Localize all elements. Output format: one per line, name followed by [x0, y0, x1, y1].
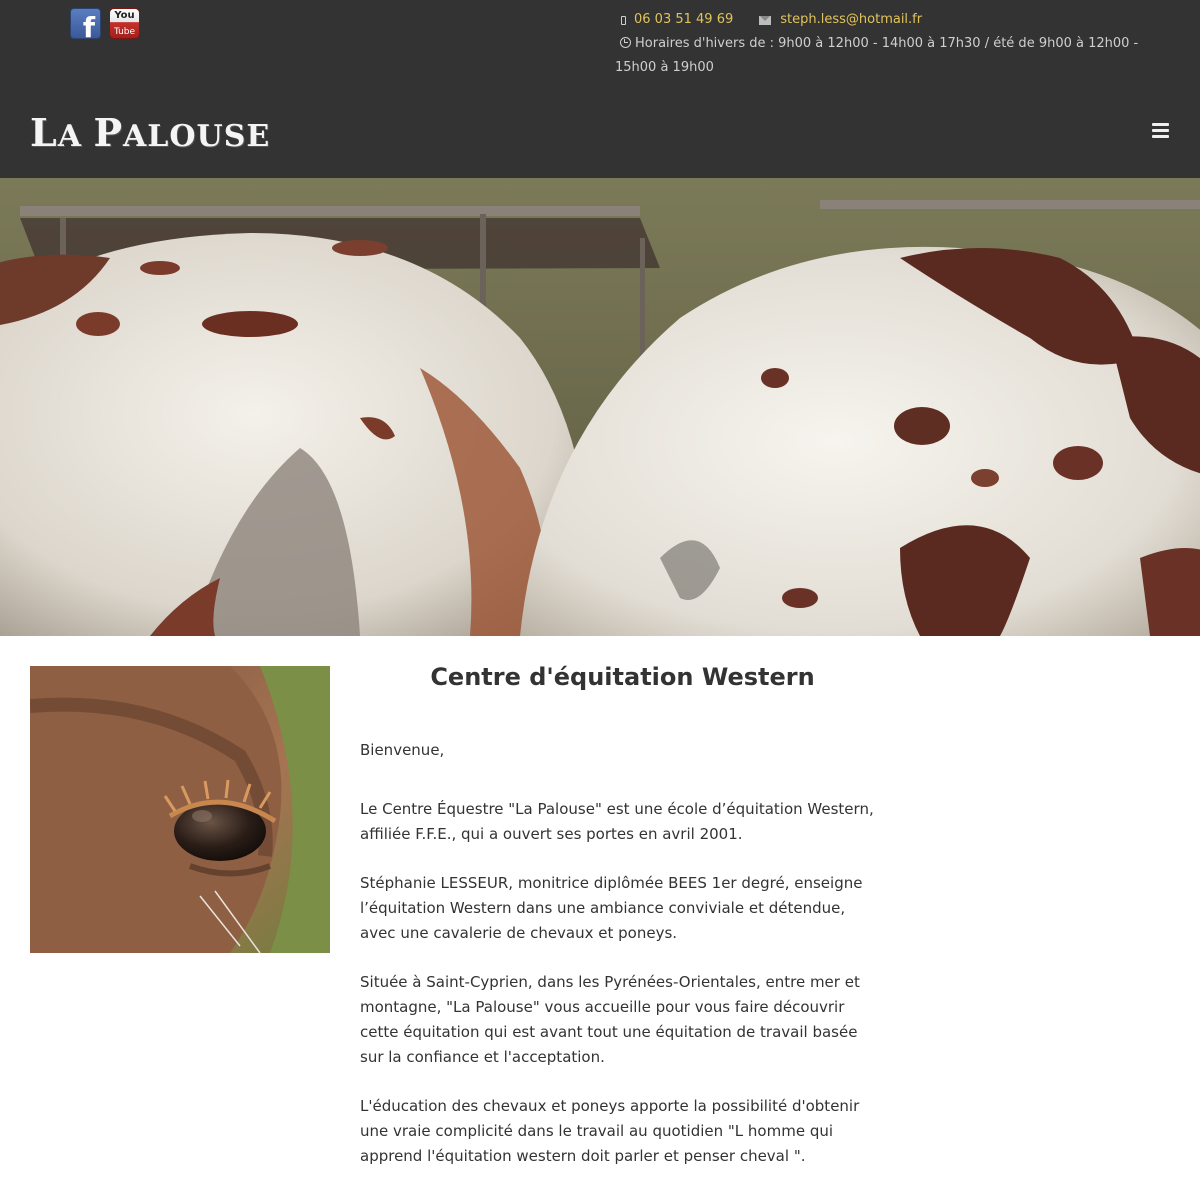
email-link[interactable]: steph.less@hotmail.fr: [780, 12, 923, 27]
social-links: [70, 8, 140, 39]
contact-row: [615, 8, 1175, 32]
mobile-phone-icon: [621, 16, 626, 25]
horse-rumps-photo: [0, 178, 1200, 636]
logo-letter-p: P: [93, 110, 124, 155]
clock-icon: [620, 37, 631, 48]
paragraph-line: affiliée F.F.E., qui a ouvert ses portes en avril 2001.: [360, 825, 743, 843]
facebook-icon[interactable]: [70, 8, 101, 39]
youtube-icon[interactable]: [109, 8, 140, 39]
paragraph: [360, 1094, 885, 1169]
main-content: [360, 660, 885, 1169]
paragraph-line: avec une cavalerie de chevaux et poneys.: [360, 924, 678, 942]
menu-bar: [1152, 123, 1169, 126]
logo-letter-l: L: [30, 110, 58, 155]
header: [0, 90, 1200, 178]
paragraph-line: l’équitation Western dans une ambiance conviviale et détendue,: [360, 899, 846, 917]
page-title: Centre d'équitation Western: [430, 663, 815, 691]
paragraph: [360, 797, 885, 847]
envelope-icon: [759, 16, 771, 25]
hero-image: [0, 178, 1200, 636]
paragraph-line: Le Centre Équestre "La Palouse" est une école d’équitation Western,: [360, 800, 874, 818]
paragraph: [360, 970, 885, 1070]
top-bar: [0, 0, 1200, 90]
phone-link[interactable]: 06 03 51 49 69: [634, 12, 734, 27]
paragraph-line: Stéphanie LESSEUR, monitrice diplômée BEES 1er degré, enseigne: [360, 874, 863, 892]
opening-hours: [615, 32, 1175, 80]
horse-eye-photo: [30, 666, 330, 953]
facebook-icon-glyph: f: [82, 11, 95, 39]
site-logo[interactable]: [30, 110, 270, 155]
youtube-icon-bottom: Tube: [113, 27, 136, 37]
contact-info: [615, 8, 1175, 80]
logo-text-a: A: [57, 119, 94, 154]
paragraph-line: montagne, "La Palouse" vous accueille pour vous faire découvrir: [360, 998, 845, 1016]
opening-hours-text: Horaires d'hivers de : 9h00 à 12h00 - 14h00 à 17h30 / été de 9h00 à 12h00 - 15h00 à 19h00: [615, 36, 1139, 75]
menu-bar: [1152, 135, 1169, 138]
paragraph-line: une vraie complicité dans le travail au quotidien "L homme qui: [360, 1122, 834, 1140]
logo-text-alouse: ALOUSE: [123, 119, 271, 154]
welcome-text: Bienvenue,: [360, 741, 445, 759]
youtube-icon-top: You: [114, 10, 135, 21]
paragraph-line: cette équitation qui est avant tout une équitation de travail basée: [360, 1023, 858, 1041]
paragraph-line: L'éducation des chevaux et poneys apporte la possibilité d'obtenir: [360, 1097, 860, 1115]
paragraph: [360, 871, 885, 946]
paragraph-line: Située à Saint-Cyprien, dans les Pyrénées-Orientales, entre mer et: [360, 973, 860, 991]
hamburger-menu-icon[interactable]: [1152, 123, 1169, 138]
horse-eye-illustration: [30, 666, 330, 953]
paragraph-line: apprend l'équitation western doit parler et penser cheval ".: [360, 1147, 806, 1165]
paragraph-line: sur la confiance et l'acceptation.: [360, 1048, 605, 1066]
menu-bar: [1152, 129, 1169, 132]
